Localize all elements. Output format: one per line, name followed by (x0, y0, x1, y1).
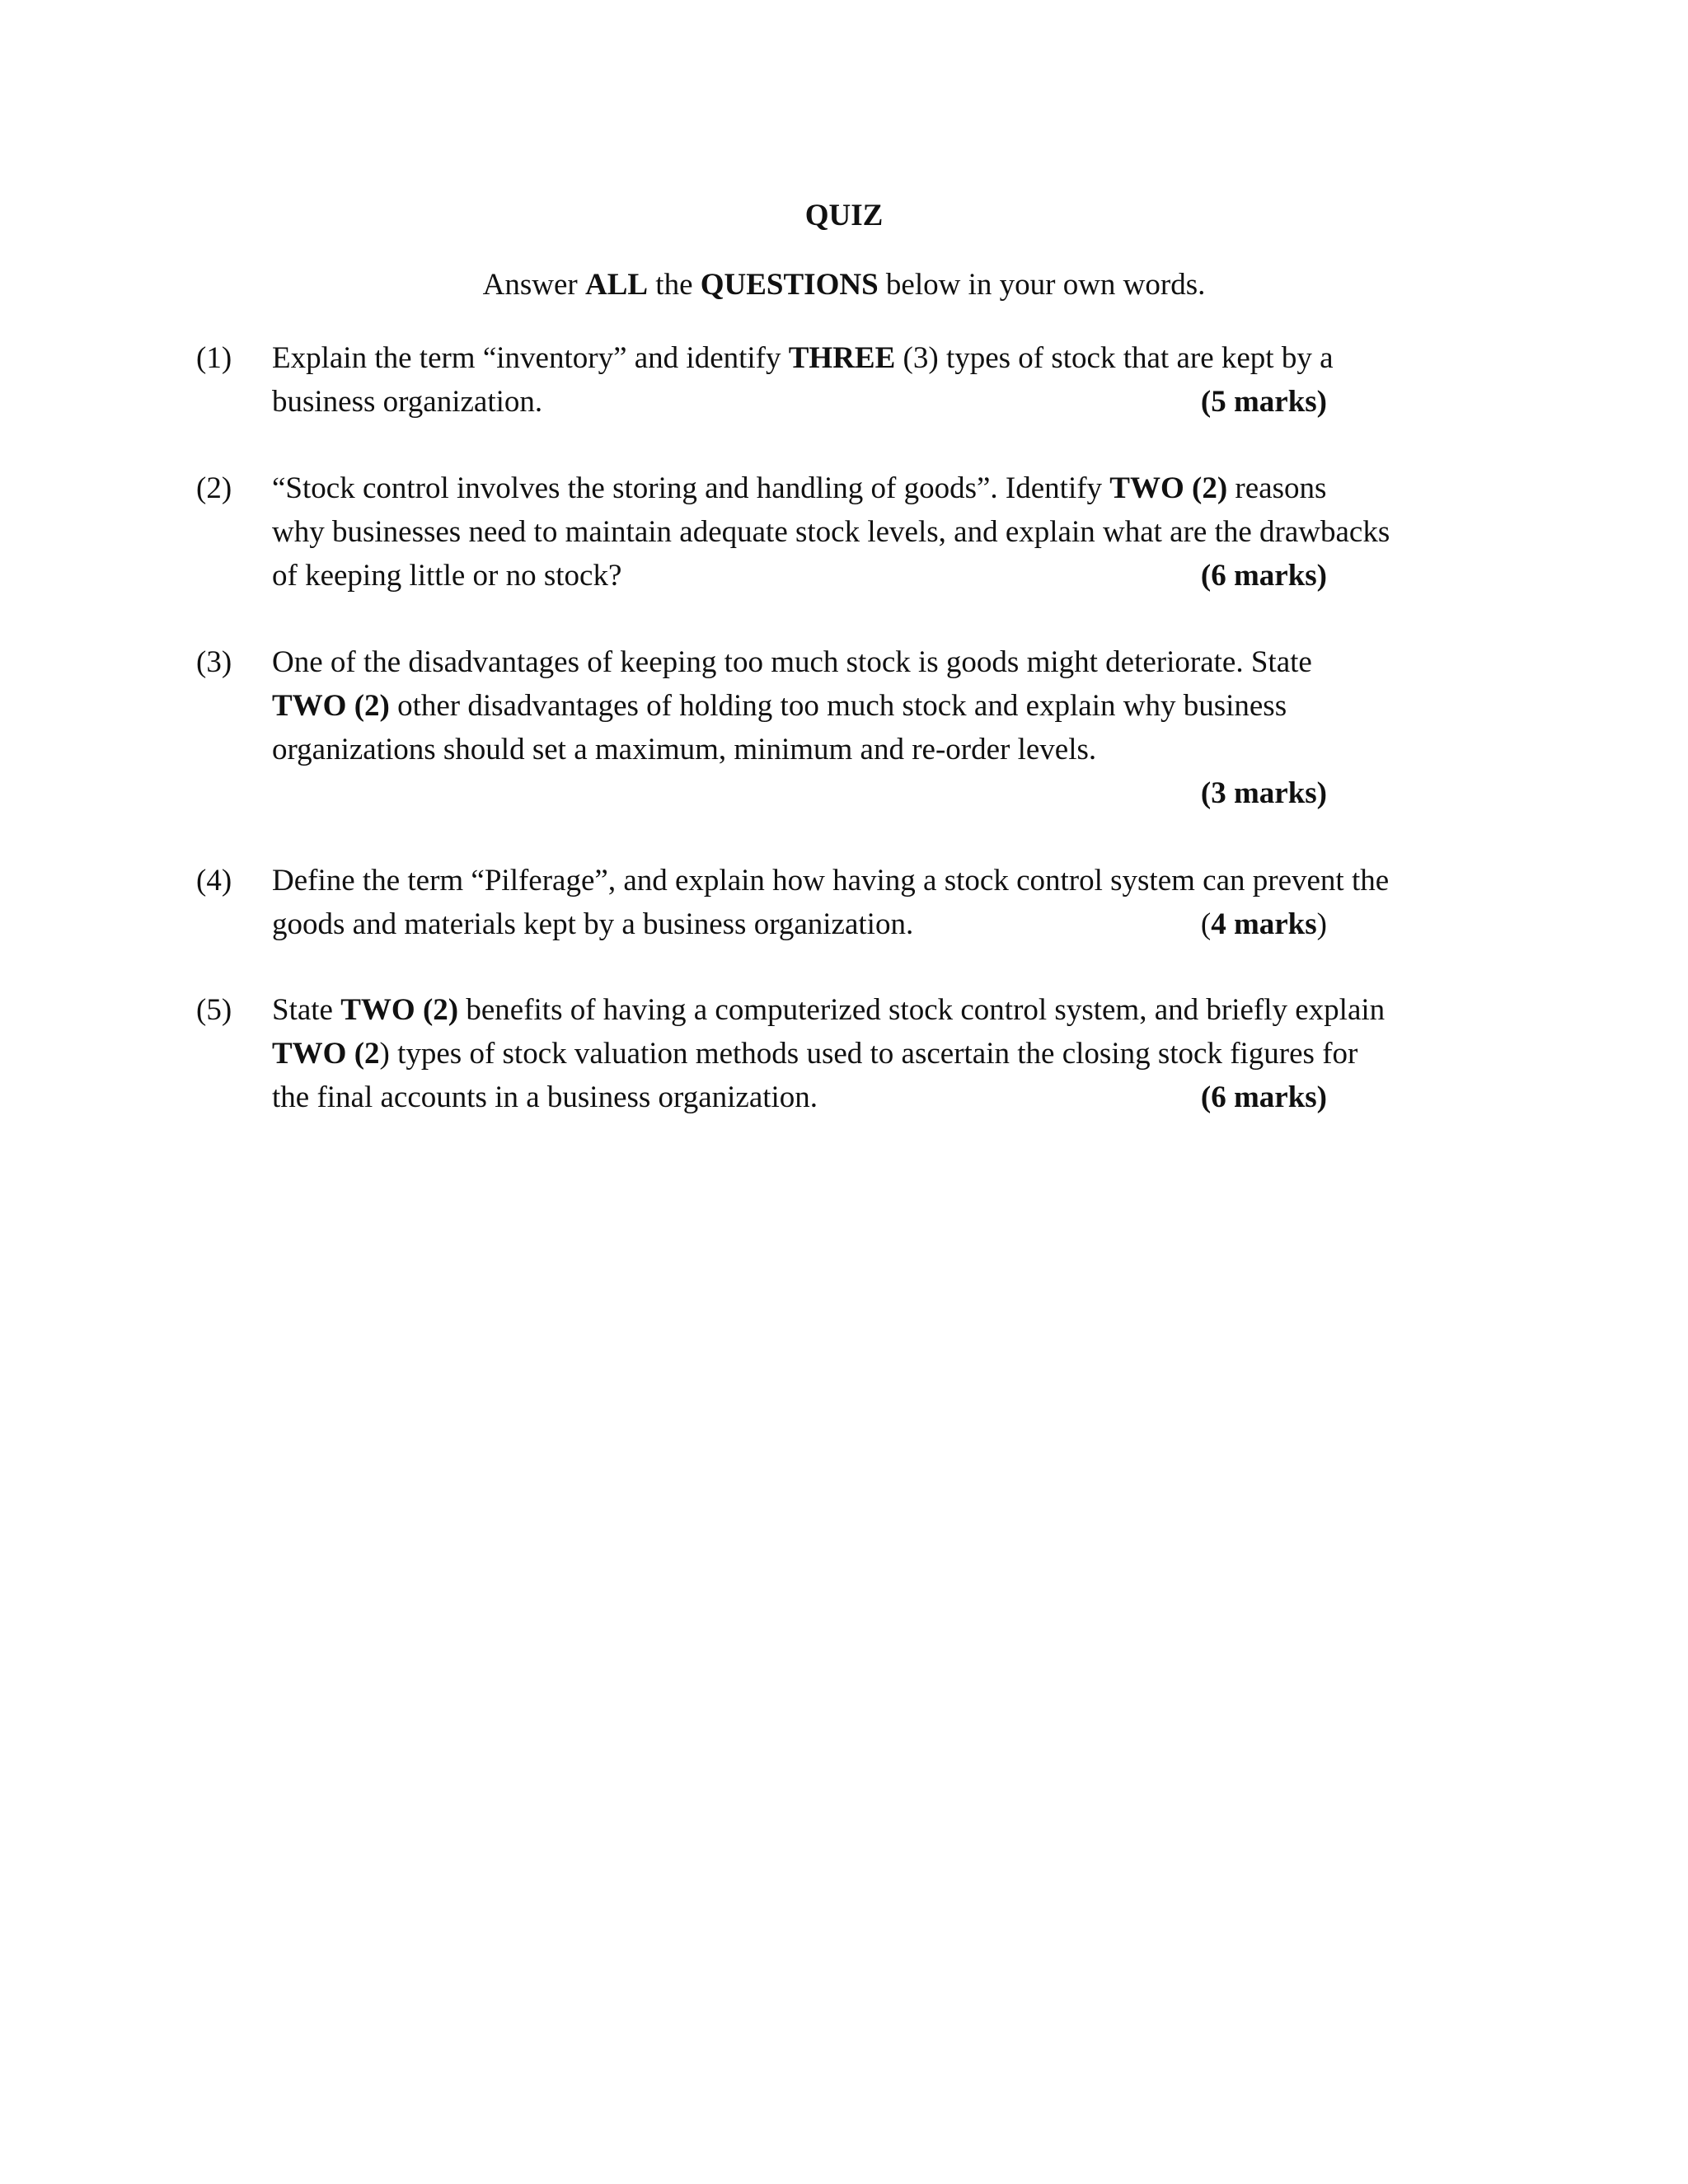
question-text-part: business organization. (272, 385, 543, 419)
question-text-part: reasons (1227, 471, 1327, 505)
question-line (272, 988, 1482, 1032)
question-marks: (3 marks) (1200, 776, 1327, 810)
question-number: (1) (196, 341, 232, 375)
question-text (272, 640, 1482, 815)
question-text-part: State (272, 993, 341, 1027)
question-line (272, 380, 1482, 424)
question-line (272, 859, 1482, 902)
question-emphasis: TWO (2) (1109, 471, 1228, 505)
question-emphasis: TWO (2) (272, 689, 390, 723)
question-text-part: the final accounts in a business organization. (272, 1080, 818, 1114)
marks-value: 4 marks (1211, 907, 1317, 941)
instructions-pre: Answer (482, 268, 585, 302)
question-text-part: why businesses need to maintain adequate stock levels, and explain what are the drawbacks (272, 515, 1390, 549)
page-title: QUIZ (804, 199, 884, 232)
question-line (272, 1032, 1482, 1076)
question-text (272, 859, 1482, 946)
question-line (272, 336, 1482, 380)
question-line (272, 554, 1482, 598)
question-line (272, 510, 1482, 554)
question-text-part: of keeping little or no stock? (272, 559, 622, 593)
question-line (272, 902, 1482, 946)
question-text-part: One of the disadvantages of keeping too much stock is goods might deteriorate. State (272, 645, 1312, 679)
question-line (272, 640, 1482, 684)
question-marks: (6 marks) (1200, 559, 1327, 593)
marks-close-paren: ) (1316, 907, 1327, 941)
question-line (272, 771, 1482, 815)
question-text-part: (3) types of stock that are kept by a (895, 341, 1334, 375)
question-marks: (6 marks) (1200, 1080, 1327, 1114)
question-line (272, 728, 1482, 771)
question-text (272, 988, 1482, 1119)
instructions (0, 264, 1688, 307)
question-number: (4) (196, 864, 232, 898)
question-number: (3) (196, 645, 232, 679)
question-number: (5) (196, 993, 232, 1027)
question-emphasis: THREE (788, 341, 896, 375)
question-text-part: “Stock control involves the storing and handling of goods”. Identify (272, 471, 1110, 505)
question-marks (1201, 902, 1327, 946)
question-marks: (5 marks) (1200, 385, 1327, 419)
question-text (272, 466, 1482, 598)
question-number: (2) (196, 471, 232, 505)
instructions-post: below in your own words. (878, 268, 1206, 302)
question-text (272, 336, 1482, 424)
question-text-part: ) types of stock valuation methods used to ascertain the closing stock figures for (379, 1037, 1358, 1071)
question-line (272, 1076, 1482, 1119)
question-line (272, 684, 1482, 728)
question-text-part: other disadvantages of holding too much stock and explain why business (389, 689, 1287, 723)
question-text-part: Explain the term “inventory” and identify (272, 341, 789, 375)
question-text-part: organizations should set a maximum, minimum and re-order levels. (272, 733, 1097, 766)
question-text-part: goods and materials kept by a business organization. (272, 907, 914, 941)
instructions-all: ALL (584, 268, 649, 302)
question-line (272, 466, 1482, 510)
question-emphasis: TWO (2) (340, 993, 459, 1027)
instructions-questions: QUESTIONS (700, 268, 879, 302)
instructions-mid: the (648, 268, 701, 302)
question-text-part: Define the term “Pilferage”, and explain how having a stock control system can prevent the (272, 864, 1390, 898)
marks-open-paren: ( (1200, 907, 1212, 941)
question-text-part: benefits of having a computerized stock control system, and briefly explain (458, 993, 1386, 1027)
question-emphasis: TWO (2 (272, 1037, 380, 1071)
